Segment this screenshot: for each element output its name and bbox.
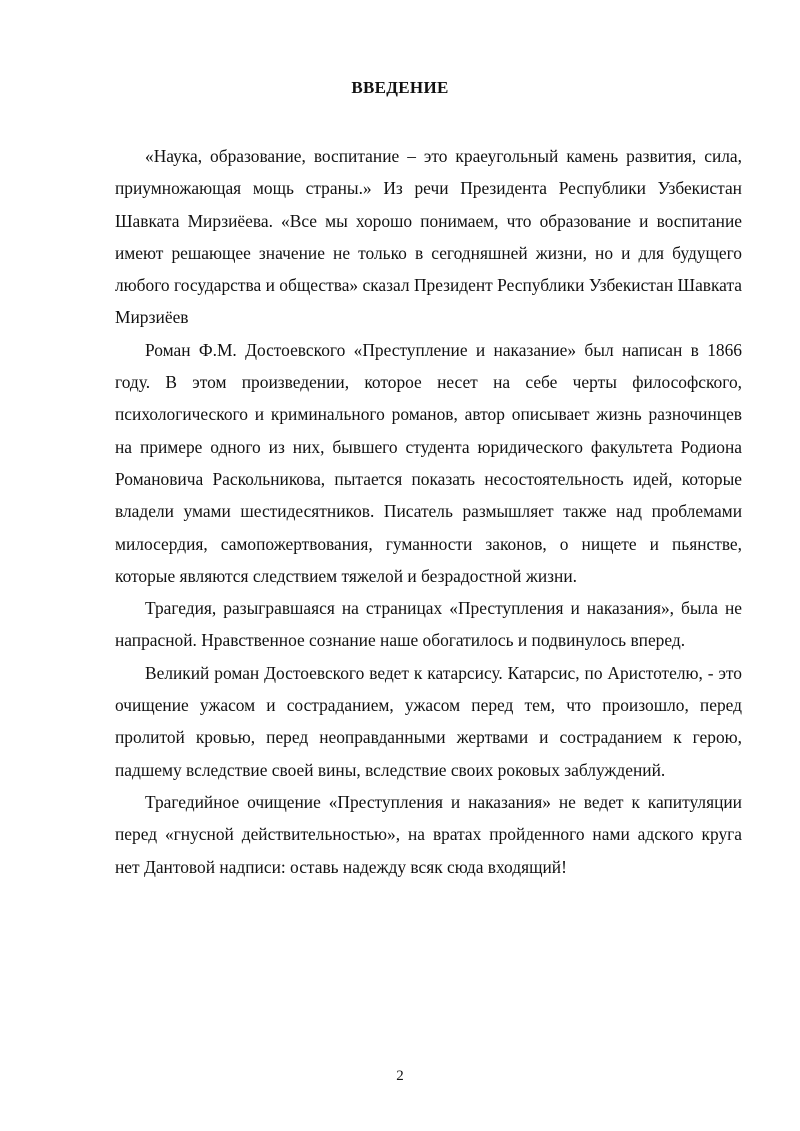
page-title: ВВЕДЕНИЕ — [351, 78, 449, 97]
paragraph-3: Трагедия, разыгравшаяся на страницах «Преступления и наказания», была не напрасной. Нравственное сознание наше обогатилось и подвинулось вперед. — [115, 598, 742, 651]
paragraph-2: Роман Ф.М. Достоевского «Преступление и наказание» был написан в 1866 году. В этом произведении, которое несет на себе черты философского, психологического и криминального романов, автор описывает жизнь разночинцев на примере одного из них, бывшего студента юридического факультета Родиона Романовича Раскольникова, пытается показать несостоятельность идей, которые владели умами шестидесятников. Писатель размышляет также над проблемами милосердия, самопожертвования, гуманности законов, о нищете и пьянстве, которые являются следствием тяжелой и безрадостной жизни. — [115, 339, 742, 586]
paragraph-1: «Наука, образование, воспитание – это краеугольный камень развития, сила, приумножающая мощь страны.» Из речи Президента Республики Узбекистан Шавката Мирзиёева. «Все мы хорошо понимаем, что образование и воспитание имеют решающее значение не только в сегодняшней жизни, но и для будущего любого государства и общества» сказал Президент Республики Узбекистан Шавката Мирзиёев — [115, 146, 742, 328]
page-number: 2 — [396, 1068, 404, 1084]
paragraph-4: Великий роман Достоевского ведет к катарсису. Катарсис, по Аристотелю, - это очищение ужасом и состраданием, ужасом перед тем, что произошло, перед пролитой кровью, перед неоправданными жертвами и состраданием к герою, падшему вследствие своей вины, вследствие своих роковых заблуждений. — [115, 662, 742, 780]
document-body — [115, 140, 742, 883]
paragraph-5: Трагедийное очищение «Преступления и наказания» не ведет к капитуляции перед «гнусной действительностью», на вратах пройденного нами адского круга нет Дантовой надписи: оставь надежду всяк сюда входящий! — [115, 791, 742, 877]
